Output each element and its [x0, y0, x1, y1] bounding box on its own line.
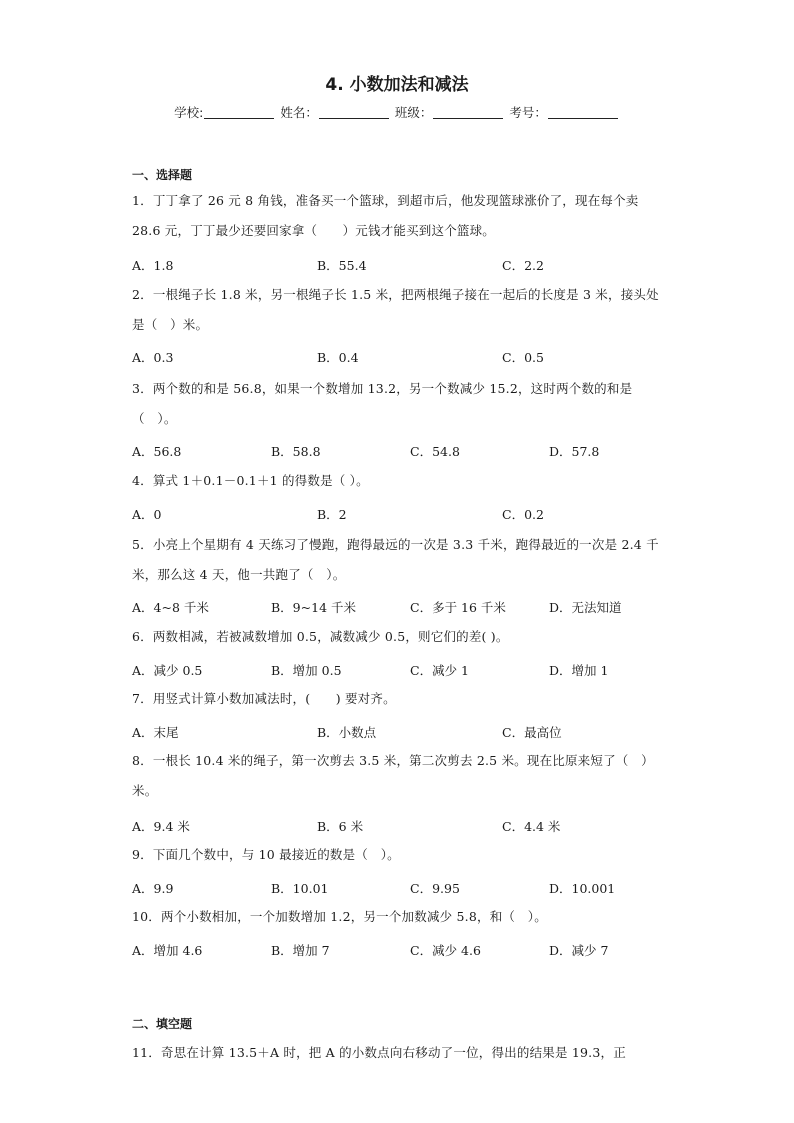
option[interactable]: B．10.01	[271, 881, 329, 896]
option[interactable]: C．0.2	[502, 507, 544, 522]
options-row-5	[132, 598, 672, 618]
option[interactable]: A．末尾	[132, 725, 179, 740]
option[interactable]: C．减少 4.6	[410, 943, 481, 958]
exam-number-blank[interactable]	[548, 106, 618, 119]
options-row-4	[132, 505, 672, 525]
options-row-3	[132, 442, 672, 462]
option[interactable]: B．小数点	[317, 725, 377, 740]
class-label: 班级：	[394, 105, 433, 120]
question-5: 5．小亮上个星期有 4 天练习了慢跑，跑得最远的一次是 3.3 千米，跑得最近的一次是 2.4 千米，那么这 4 天，他一共跑了（ ）。	[132, 537, 659, 582]
option[interactable]: C．最高位	[502, 725, 562, 740]
question-4: 4．算式 1＋0.1－0.1＋1 的得数是（ ）。	[132, 473, 369, 488]
option[interactable]: A．9.4 米	[132, 819, 190, 834]
option[interactable]: A．减少 0.5	[132, 663, 203, 678]
question-6: 6．两数相减，若被减数增加 0.5，减数减少 0.5，则它们的差( )。	[132, 629, 509, 644]
question-8: 8．一根长 10.4 米的绳子，第一次剪去 3.5 米，第二次剪去 2.5 米。现在比原来短了（ ）米。	[132, 753, 654, 798]
options-row-6	[132, 661, 672, 681]
question-9: 9．下面几个数中，与 10 最接近的数是（ ）。	[132, 847, 400, 862]
options-row-1	[132, 256, 672, 276]
option[interactable]: A．0	[132, 507, 162, 522]
option[interactable]: D．增加 1	[549, 663, 609, 678]
option[interactable]: D．无法知道	[549, 600, 622, 615]
option[interactable]: A．0.3	[132, 350, 174, 365]
option[interactable]: B．55.4	[317, 258, 367, 273]
option[interactable]: B．9~14 千米	[271, 600, 356, 615]
school-blank[interactable]	[204, 106, 274, 119]
question-7: 7．用竖式计算小数加减法时，( ) 要对齐。	[132, 691, 396, 706]
option[interactable]: B．0.4	[317, 350, 359, 365]
question-11: 11．奇思在计算 13.5＋A 时，把 A 的小数点向右移动了一位，得出的结果是 19.3，正	[132, 1045, 626, 1060]
option[interactable]: D．57.8	[549, 444, 600, 459]
section-heading-fill: 二、填空题	[132, 1017, 193, 1031]
page-title: 4. 小数加法和减法	[325, 75, 469, 95]
option[interactable]: A．56.8	[132, 444, 182, 459]
options-row-7	[132, 723, 672, 743]
option[interactable]: C．9.95	[410, 881, 460, 896]
option[interactable]: C．0.5	[502, 350, 544, 365]
option[interactable]: B．2	[317, 507, 347, 522]
option[interactable]: A．1.8	[132, 258, 174, 273]
question-10: 10．两个小数相加，一个加数增加 1.2，另一个加数减少 5.8，和（ ）。	[132, 909, 547, 924]
name-label: 姓名：	[280, 105, 318, 120]
option[interactable]: C．多于 16 千米	[410, 600, 506, 615]
options-row-8	[132, 817, 672, 837]
options-row-10	[132, 941, 672, 961]
option[interactable]: C．4.4 米	[502, 819, 561, 834]
option[interactable]: C．2.2	[502, 258, 544, 273]
option[interactable]: A．4~8 千米	[132, 600, 209, 615]
school-label: 学校:	[174, 105, 204, 120]
student-info-line	[0, 103, 794, 121]
exam-number-label: 考号：	[509, 105, 547, 120]
option[interactable]: B．58.8	[271, 444, 321, 459]
option[interactable]: B．增加 7	[271, 943, 330, 958]
option[interactable]: D．减少 7	[549, 943, 609, 958]
option[interactable]: B．6 米	[317, 819, 364, 834]
name-blank[interactable]	[319, 106, 389, 119]
option[interactable]: A．9.9	[132, 881, 174, 896]
option[interactable]: C．54.8	[410, 444, 460, 459]
question-1: 1．丁丁拿了 26 元 8 角钱，准备买一个篮球，到超市后，他发现篮球涨价了，现在每个卖 28.6 元，丁丁最少还要回家拿（ ）元钱才能买到这个篮球。	[132, 193, 639, 238]
question-2: 2．一根绳子长 1.8 米，另一根绳子长 1.5 米，把两根绳子接在一起后的长度是 3 米，接头处是（ ）米。	[132, 287, 659, 332]
option[interactable]: D．10.001	[549, 881, 616, 896]
question-3: 3．两个数的和是 56.8，如果一个数增加 13.2，另一个数减少 15.2，这时两个数的和是（ ）。	[132, 381, 633, 426]
options-row-9	[132, 879, 672, 899]
option[interactable]: B．增加 0.5	[271, 663, 342, 678]
option[interactable]: C．减少 1	[410, 663, 469, 678]
options-row-2	[132, 348, 672, 368]
section-heading-choice: 一、选择题	[132, 168, 193, 182]
class-blank[interactable]	[433, 106, 503, 119]
option[interactable]: A．增加 4.6	[132, 943, 203, 958]
